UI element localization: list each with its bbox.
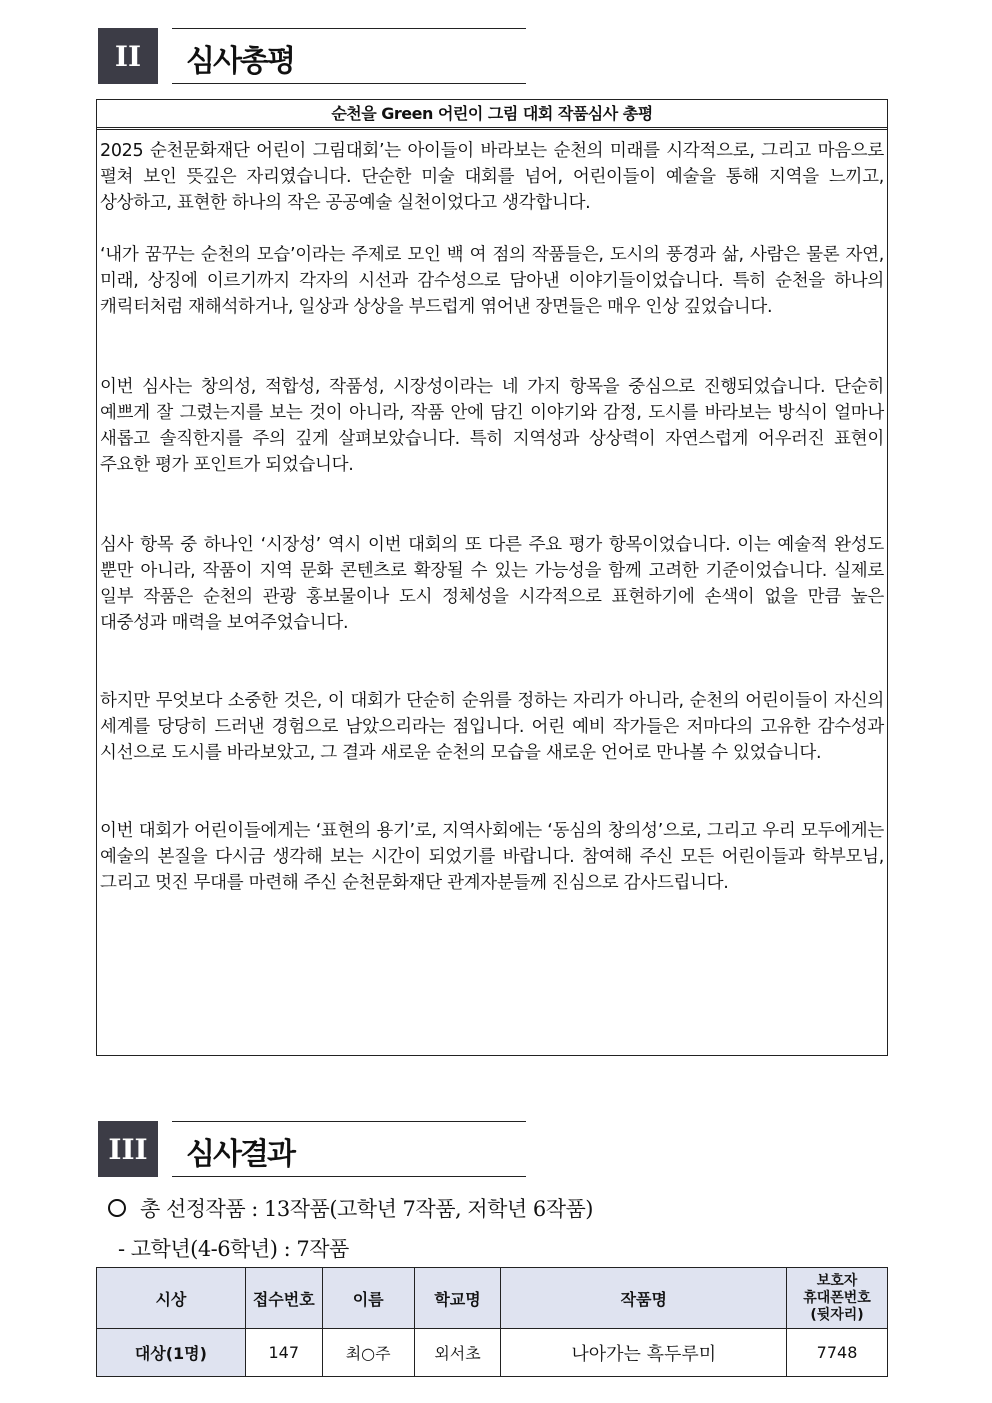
section-top-rule bbox=[172, 28, 526, 29]
table-row bbox=[97, 1329, 888, 1377]
results-group-label: - 고학년(4-6학년) : 7작품 bbox=[118, 1237, 349, 1261]
circle-bullet-icon bbox=[108, 1199, 126, 1217]
cell-work: 나아가는 흑두루미 bbox=[501, 1329, 787, 1377]
results-table bbox=[96, 1267, 888, 1377]
cell-name: 최○주 bbox=[322, 1329, 414, 1377]
review-box bbox=[96, 99, 888, 1056]
col-guardian-phone bbox=[787, 1268, 888, 1329]
review-paragraph: 심사 항목 중 하나인 ‘시장성’ 역시 이번 대회의 또 다른 주요 평가 항목이었습니다. 이는 예술적 완성도 뿐만 아니라, 작품이 지역 문화 콘텐츠로 확장될 수 있는 가능성을 함께 고려한 기준이었습니다. 실제로 일부 작품은 순천의 관광 홍보물이나 도시 정체성을 시각적으로 표현하기에 손색이 없을 만큼 높은 대중성과 매력을 보여주었습니다. bbox=[100, 535, 884, 633]
section-bottom-rule bbox=[172, 1176, 526, 1177]
col-guardian-line3: (뒷자리) bbox=[810, 1306, 864, 1323]
heading-double-rule bbox=[97, 129, 887, 130]
cell-phone: 7748 bbox=[787, 1329, 888, 1377]
review-paragraph: 이번 심사는 창의성, 적합성, 작품성, 시장성이라는 네 가지 항목을 중심으로 진행되었습니다. 단순히 예쁘게 잘 그렸는지를 보는 것이 아니라, 작품 안에 담긴 이야기와 감정, 도시를 바라보는 방식이 얼마나 새롭고 솔직한지를 주의 깊게 살펴보았습니다. 특히 지역성과 상상력이 자연스럽게 어우러진 표현이 주요한 평가 포인트가 되었습니다. bbox=[100, 377, 884, 475]
section-title: 심사총평 bbox=[186, 44, 294, 79]
col-guardian-line2: 휴대폰번호 bbox=[803, 1289, 871, 1306]
col-work: 작품명 bbox=[501, 1268, 787, 1329]
cell-school: 외서초 bbox=[414, 1329, 501, 1377]
section-number: III bbox=[98, 1121, 158, 1177]
section-top-rule bbox=[172, 1121, 526, 1122]
section-number: II bbox=[98, 28, 158, 84]
results-summary-text: 총 선정작품 : 13작품(고학년 7작품, 저학년 6작품) bbox=[140, 1197, 593, 1221]
section-title: 심사결과 bbox=[186, 1137, 294, 1172]
col-guardian-line1: 보호자 bbox=[816, 1272, 858, 1289]
col-school: 학교명 bbox=[414, 1268, 501, 1329]
review-heading: 순천을 Green 어린이 그림 대회 작품심사 총평 bbox=[97, 100, 887, 128]
cell-entry-no: 147 bbox=[245, 1329, 322, 1377]
col-award: 시상 bbox=[97, 1268, 246, 1329]
section-bottom-rule bbox=[172, 83, 526, 84]
review-paragraph: 이번 대회가 어린이들에게는 ‘표현의 용기’로, 지역사회에는 ‘동심의 창의성’으로, 그리고 우리 모두에게는 예술의 본질을 다시금 생각해 보는 시간이 되었기를 바랍니다. 참여해 주신 모든 어린이들과 학부모님, 그리고 멋진 무대를 마련해 주신 순천문화재단 관계자분들께 진심으로 감사드립니다. bbox=[100, 821, 884, 893]
review-body bbox=[97, 128, 887, 896]
table-header-row bbox=[97, 1268, 888, 1329]
review-paragraph: 하지만 무엇보다 소중한 것은, 이 대회가 단순히 순위를 정하는 자리가 아니라, 순천의 어린이들이 자신의 세계를 당당히 드러낸 경험으로 남았으리라는 점입니다. 어린 예비 작가들은 저마다의 고유한 감수성과 시선으로 도시를 바라보았고, 그 결과 새로운 순천의 모습을 새로운 언어로 만나볼 수 있었습니다. bbox=[100, 691, 884, 763]
review-paragraph: 2025 순천문화재단 어린이 그림대회’는 아이들이 바라보는 순천의 미래를 시각적으로, 그리고 마음으로 펼쳐 보인 뜻깊은 자리였습니다. 단순한 미술 대회를 넘어, 어린이들이 예술을 통해 지역을 느끼고, 상상하고, 표현한 하나의 작은 공공예술 실천이었다고 생각합니다. bbox=[100, 141, 884, 213]
section-header-review bbox=[98, 28, 526, 84]
results-summary bbox=[108, 1193, 593, 1223]
col-name: 이름 bbox=[322, 1268, 414, 1329]
col-entry-no: 접수번호 bbox=[245, 1268, 322, 1329]
cell-award: 대상(1명) bbox=[97, 1329, 246, 1377]
section-header-results bbox=[98, 1121, 526, 1177]
review-paragraph: ‘내가 꿈꾸는 순천의 모습’이라는 주제로 모인 백 여 점의 작품들은, 도시의 풍경과 삶, 사람은 물론 자연, 미래, 상징에 이르기까지 각자의 시선과 감수성으로 담아낸 이야기들이었습니다. 특히 순천을 하나의 캐릭터처럼 재해석하거나, 일상과 상상을 부드럽게 엮어낸 장면들은 매우 인상 깊었습니다. bbox=[100, 245, 884, 317]
